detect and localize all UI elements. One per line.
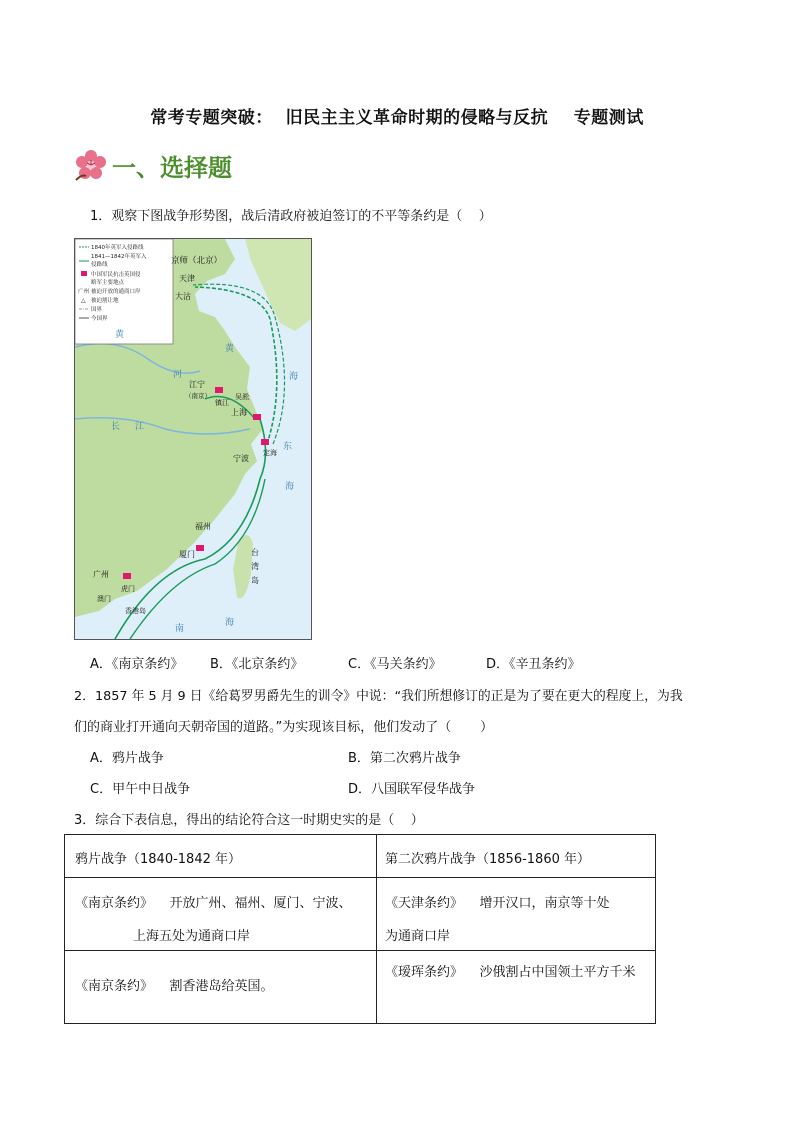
- sea-yellow-2: 海: [289, 372, 299, 382]
- q1-option-b[interactable]: B．《北京条约》: [210, 657, 304, 672]
- place-wan: 湾: [251, 562, 259, 571]
- legend-item-1841: 1841—1842年英军入: [91, 254, 147, 260]
- place-hongkong: 香港岛: [125, 607, 146, 615]
- legend-item-port: 被迫开放的通商口岸: [91, 289, 141, 295]
- legend-item-1840: 1840年英军入侵路线: [91, 245, 144, 251]
- place-fuzhou: 福州: [195, 522, 211, 531]
- legend-item-route: 侵路线: [91, 262, 108, 268]
- question-1-stem: 1．观察下图战争形势图，战后清政府被迫签订的不平等条约是（ ）: [90, 209, 492, 224]
- place-dao: 岛: [251, 576, 259, 585]
- treaty-table: [64, 834, 656, 1024]
- place-humen: 虎门: [121, 585, 135, 593]
- legend-item-ceded: 被迫割让地: [91, 298, 119, 304]
- q2-option-b[interactable]: B．第二次鸦片战争: [348, 751, 461, 766]
- sea-yellow-1: 黄: [225, 344, 235, 354]
- section-title: 一、选择题: [112, 153, 232, 182]
- place-jiangning: 江宁: [189, 380, 205, 389]
- table-cell-tianjin-ports: 《天津条约》 增开汉口，南京等十处 为通商口岸: [377, 878, 656, 951]
- table-cell-nanjing-hongkong: 《南京条约》 割香港岛给英国。: [65, 951, 377, 1024]
- sea-east-2: 海: [285, 482, 295, 492]
- place-guangzhou: 广州: [93, 570, 109, 579]
- place-dagu: 大沽: [175, 292, 191, 301]
- river-yangtze-1: 长: [111, 422, 121, 432]
- legend-item-modern-border: 今国界: [91, 316, 108, 322]
- q2-option-d[interactable]: D．八国联军侵华战争: [348, 782, 476, 797]
- place-macau: 澳门: [97, 595, 111, 603]
- river-yangtze-2: 江: [135, 422, 145, 432]
- q2-option-c[interactable]: C．甲午中日战争: [90, 782, 191, 797]
- map-svg: [75, 239, 311, 639]
- svg-text:△: △: [81, 297, 86, 304]
- war-situation-map: [74, 238, 312, 640]
- place-xiamen: 厦门: [179, 550, 195, 559]
- place-nanjing: （南京）: [185, 392, 211, 400]
- table-cell-aigun: 《瑷珲条约》 沙俄割占中国领土平方千米: [377, 951, 656, 1024]
- sea-east-1: 东: [283, 442, 293, 452]
- q1-option-a[interactable]: A．《南京条约》: [90, 657, 184, 672]
- sea-south-1: 南: [175, 624, 185, 634]
- place-zhenjiang: 镇江: [215, 399, 229, 407]
- table-cell-nanjing-ports: 《南京条约》 开放广州、福州、厦门、宁波、 上海五处为通商口岸: [65, 878, 377, 951]
- place-ningbo: 宁波: [233, 454, 249, 463]
- place-wusong: 吴淞: [235, 393, 249, 401]
- page-title: 常考专题突破： 旧民主主义革命时期的侵略与反抗 专题测试: [150, 108, 644, 128]
- plum-blossom-icon: [74, 148, 108, 182]
- question-2-line-2: 们的商业打开通向天朝帝国的道路。”为实现该目标，他们发动了（ ）: [74, 720, 494, 735]
- river-yellow-1: 黄: [115, 330, 125, 340]
- q1-option-d[interactable]: D．《辛丑条约》: [486, 657, 581, 672]
- place-shanghai: 上海: [231, 408, 247, 417]
- q2-option-a[interactable]: A．鸦片战争: [90, 751, 164, 766]
- legend-item-border: 国界: [91, 307, 103, 313]
- river-yellow-2: 河: [173, 370, 183, 380]
- q1-option-c[interactable]: C．《马关条约》: [348, 657, 442, 672]
- place-beijing: 京师（北京）: [171, 256, 223, 266]
- sea-south-2: 海: [225, 618, 235, 628]
- table-header-opium-war: 鸦片战争（1840-1842 年）: [65, 835, 377, 878]
- table-header-second-opium-war: 第二次鸦片战争（1856-1860 年）: [377, 835, 656, 878]
- legend-item-resist: 中国军民抗击英国侵: [91, 272, 141, 278]
- question-2-line-1: 2．1857 年 5 月 9 日《给葛罗男爵先生的训令》中说：“我们所想修订的正是为了要在更大的程度上，为我: [74, 689, 683, 704]
- place-tai: 台: [251, 548, 259, 557]
- question-3-stem: 3．综合下表信息，得出的结论符合这一时期史实的是（ ）: [74, 813, 424, 828]
- section-header: [74, 145, 232, 185]
- place-tianjin: 天津: [179, 274, 195, 283]
- place-dinghai: 定海: [263, 449, 277, 457]
- legend-key-guangzhou: 广州: [78, 289, 90, 295]
- legend-item-resist-2: 略军主要地点: [91, 280, 125, 286]
